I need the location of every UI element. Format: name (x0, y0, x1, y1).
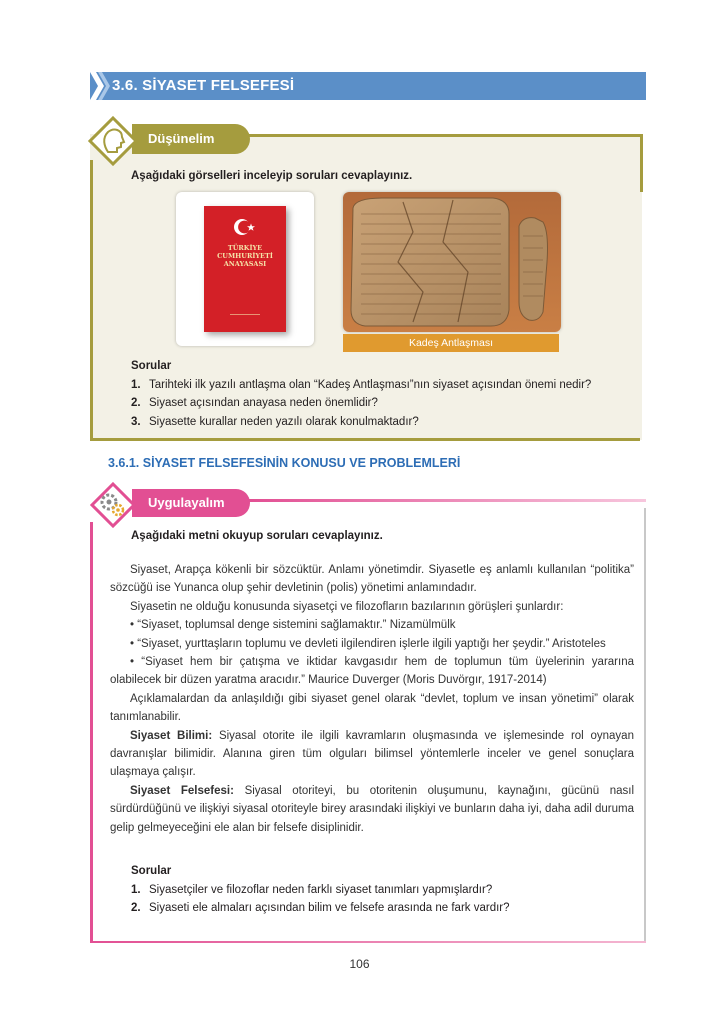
list-item: 2. Siyaseti ele almaları açısından bilim ve felsefe arasında ne fark vardır? (131, 902, 510, 914)
kadesh-treaty-photo (343, 192, 561, 332)
think-questions (131, 357, 591, 431)
divider (248, 499, 646, 502)
apply-tab-label: Uygulayalım (148, 495, 225, 510)
bullet-item: • “Siyaset, toplumsal denge sistemini sağlamaktır.” Nizamülmülk (130, 619, 456, 632)
bullet-item: • “Siyaset hem bir çatışma ve iktidar kavgasıdır hem de toplumun tüm üyelerinin yararına olabilecek bir düzen yaratma aracıdır.” Maurice Duverger (Moris Duvörgır, 1917-2014) (110, 656, 634, 687)
list-item: 2. Siyaset açısından anayasa neden önemlidir? (131, 397, 378, 409)
questions-title: Sorular (131, 865, 172, 877)
constitution-book (204, 206, 286, 332)
list-item: 1. Tarihteki ilk yazılı antlaşma olan “Kadeş Antlaşması”nın siyaset açısından önemi nedir? (131, 378, 592, 391)
divider (90, 941, 646, 943)
term: Siyaset Felsefesi: (130, 784, 234, 797)
page-number: 106 (349, 957, 370, 971)
think-tab (132, 124, 250, 154)
paragraph: Siyaset Felsefesi: Siyasal otoriteyi, bu otoritenin oluşumunu, kaynağını, gücünü nasıl sürdürdüğünü ve ilişkiyi siyasal otoriteyle birey arasındaki ilişkiyi ve bunların daha iyi, daha adil duruma gelip gelmeyeceğini ele alan bir felsefe disiplinidir. (110, 784, 635, 834)
term: Siyaset Bilimi: (130, 729, 213, 742)
questions-title: Sorular (131, 360, 172, 372)
section-header (90, 72, 646, 100)
divider (644, 508, 646, 942)
think-instruction: Aşağıdaki görselleri inceleyip soruları cevaplayınız. (131, 170, 413, 182)
divider (640, 134, 643, 192)
apply-tab (132, 489, 250, 517)
apply-questions (131, 862, 510, 918)
clay-tablet-image (343, 192, 561, 332)
divider (90, 160, 93, 441)
gears-icon (90, 482, 136, 528)
article-body (110, 561, 634, 837)
list-item: 3. Siyasette kurallar neden yazılı olarak konulmaktadır? (131, 415, 419, 428)
section-title: 3.6. SİYASET FELSEFESİ (112, 77, 295, 94)
book-title: TÜRKİYE CUMHURİYETİ ANAYASASI (217, 244, 273, 268)
paragraph: Siyasetin ne olduğu konusunda siyasetçi ve filozofların bazılarının görüşleri şunlardır: (130, 600, 564, 613)
list-item: 1. Siyasetçiler ve filozoflar neden farklı siyaset tanımları yapmışlardır? (131, 883, 493, 896)
paragraph: Siyaset, Arapça kökenli bir sözcüktür. Anlamı yönetimdir. Siyasetle eş anlamlı kullanılan “politika” sözcüğü ise Yunanca olup şehir devletinin (polis) yönetimi anlamındadır. (110, 564, 634, 595)
crescent-star-icon (204, 210, 286, 246)
photo-caption: Kadeş Antlaşması (343, 334, 559, 352)
book-divider (230, 314, 260, 315)
paragraph: Açıklamalardan da anlaşıldığı gibi siyaset genel olarak “devlet, toplum ve insan yönetimi” olarak tanımlanabilir. (110, 692, 634, 724)
apply-instruction: Aşağıdaki metni okuyup soruları cevaplayınız. (131, 530, 383, 542)
constitution-photo (176, 192, 314, 346)
head-profile-icon (88, 116, 138, 166)
think-tab-label: Düşünelim (148, 131, 215, 146)
divider (90, 522, 93, 942)
subsection-title: 3.6.1. SİYASET FELSEFESİNİN KONUSU VE PROBLEMLERİ (108, 456, 461, 470)
chevron-right-icon (90, 72, 110, 100)
divider (248, 134, 643, 137)
divider (90, 438, 640, 441)
bullet-item: • “Siyaset, yurttaşların toplumu ve devleti ilgilendiren işlerle ilgili yaptığı her şeydir.” Aristoteles (130, 637, 606, 650)
paragraph: Siyaset Bilimi: Siyasal otorite ile ilgili kavramların oluşmasında ve işlemesinde rol oynayan davranışlar bilimidir. Alanına giren tüm olguları bilimsel yöntemlerle inceler ve genel sonuçlara ulaşmaya çalışır. (110, 729, 634, 779)
